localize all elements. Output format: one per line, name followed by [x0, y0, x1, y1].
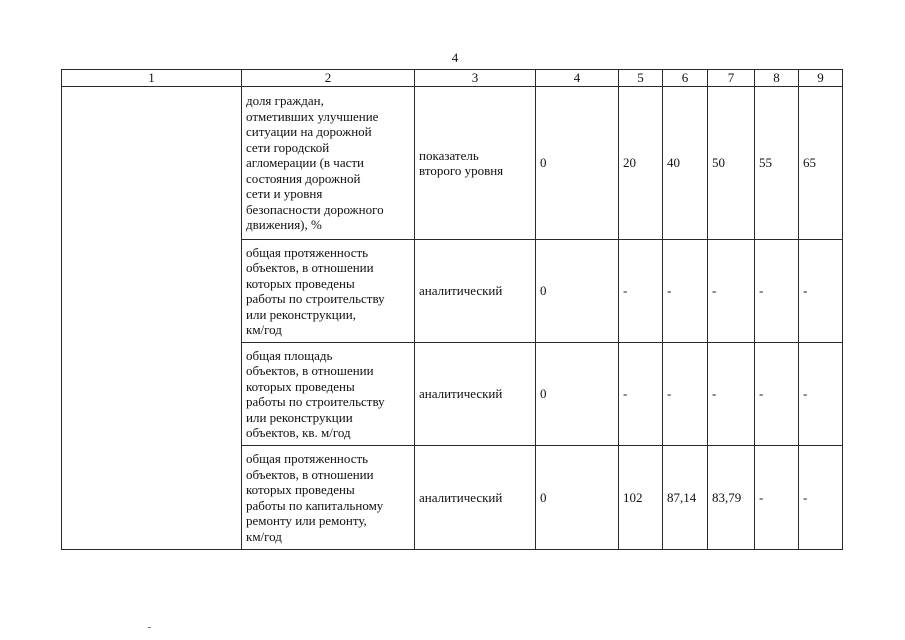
- value-cell-col9: 65: [799, 87, 843, 240]
- value-cell-col6: 87,14: [663, 446, 708, 550]
- value-cell-col8: -: [755, 343, 799, 446]
- header-cell-9: 9: [799, 70, 843, 87]
- indicator-name-line: сети городской: [246, 139, 330, 155]
- indicator-name-line: объектов, в отношении: [246, 260, 374, 275]
- indicator-name-line: км/год: [246, 322, 282, 337]
- value-cell-col5: 102: [619, 446, 663, 550]
- indicator-name-line: объектов, в отношении: [246, 466, 374, 482]
- table-header-row: [62, 70, 843, 87]
- indicator-name-line: или реконструкции,: [246, 306, 356, 322]
- indicator-name-line: сети и уровня: [246, 186, 323, 202]
- indicator-name-line: общая протяженность: [246, 244, 369, 260]
- value-cell-col8: -: [755, 446, 799, 550]
- indicator-name-line: отметивших улучшение: [246, 108, 379, 124]
- value-cell-col4: 0: [536, 446, 619, 550]
- indicator-name-line: работы по строительству: [246, 291, 385, 306]
- indicator-name-line: которых проведены: [246, 378, 355, 394]
- value-cell-col8: -: [755, 240, 799, 343]
- indicator-name-line: безопасности дорожного: [246, 201, 384, 217]
- indicator-name-cell: [242, 240, 415, 343]
- indicator-name-line: состояния дорожной: [246, 170, 361, 186]
- value-cell-col7: 50: [708, 87, 755, 240]
- indicator-type-cell: аналитический: [415, 240, 536, 343]
- scan-artifact-mark: [148, 627, 151, 628]
- value-cell-col6: -: [663, 240, 708, 343]
- indicator-name-line: общая протяженность: [246, 451, 369, 466]
- header-cell-3: 3: [415, 70, 536, 87]
- value-cell-col7: 83,79: [708, 446, 755, 550]
- indicator-name-cell: [242, 446, 415, 550]
- indicator-type-cell: аналитический: [415, 446, 536, 550]
- value-cell-col6: -: [663, 343, 708, 446]
- indicator-name-line: общая площадь: [246, 347, 333, 363]
- header-cell-8: 8: [755, 70, 799, 87]
- indicator-name-cell: [242, 343, 415, 446]
- value-cell-col5: -: [619, 240, 663, 343]
- merged-empty-cell: [62, 87, 242, 550]
- value-cell-col4: 0: [536, 240, 619, 343]
- header-cell-5: 5: [619, 70, 663, 87]
- value-cell-col6: 40: [663, 87, 708, 240]
- header-cell-4: 4: [536, 70, 619, 87]
- indicator-type-line: второго уровня: [419, 163, 504, 178]
- header-cell-2: 2: [242, 70, 415, 87]
- indicator-name-line: ремонту или ремонту,: [246, 513, 367, 528]
- value-cell-col7: -: [708, 240, 755, 343]
- indicator-name-line: которых проведены: [246, 275, 355, 291]
- header-cell-1: 1: [62, 70, 242, 87]
- value-cell-col9: -: [799, 446, 843, 550]
- value-cell-col4: 0: [536, 87, 619, 240]
- indicator-name-line: которых проведены: [246, 482, 355, 497]
- table-row: [62, 87, 843, 240]
- indicator-type-cell: [415, 87, 536, 240]
- header-cell-7: 7: [708, 70, 755, 87]
- value-cell-col9: -: [799, 240, 843, 343]
- indicator-table: [61, 69, 843, 550]
- header-cell-6: 6: [663, 70, 708, 87]
- value-cell-col5: 20: [619, 87, 663, 240]
- indicator-name-line: агломерации (в части: [246, 155, 365, 171]
- indicator-name-line: или реконструкции: [246, 409, 353, 425]
- page-number: 4: [451, 50, 459, 65]
- indicator-name-line: движения), %: [246, 217, 322, 233]
- value-cell-col9: -: [799, 343, 843, 446]
- value-cell-col8: 55: [755, 87, 799, 240]
- indicator-name-line: работы по капитальному: [246, 497, 384, 513]
- value-cell-col5: -: [619, 343, 663, 446]
- value-cell-col4: 0: [536, 343, 619, 446]
- indicator-type-line: показатель: [419, 147, 479, 163]
- indicator-name-line: км/год: [246, 528, 282, 544]
- indicator-name-cell: [242, 87, 415, 240]
- indicator-name-line: доля граждан,: [246, 93, 324, 109]
- indicator-name-line: ситуации на дорожной: [246, 124, 372, 140]
- value-cell-col7: -: [708, 343, 755, 446]
- indicator-type-cell: аналитический: [415, 343, 536, 446]
- indicator-name-line: работы по строительству: [246, 394, 385, 409]
- indicator-name-line: объектов, в отношении: [246, 363, 374, 378]
- indicator-name-line: объектов, кв. м/год: [246, 425, 351, 440]
